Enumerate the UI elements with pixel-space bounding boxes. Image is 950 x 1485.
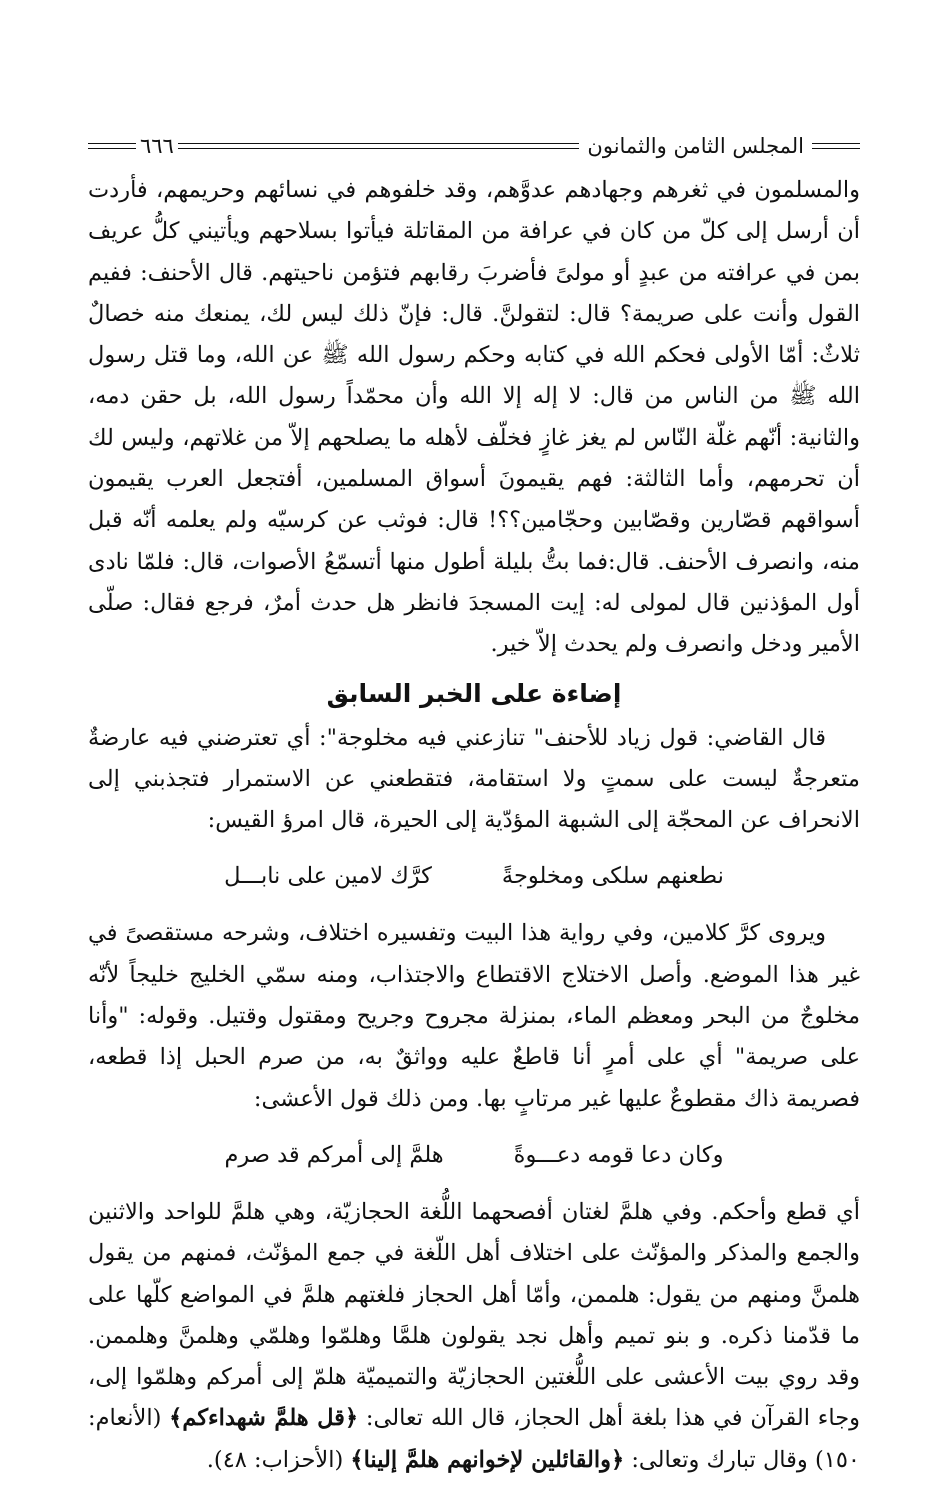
verse-2-first-hemistich: وكان دعا قومه دعـــوةً [513,1141,724,1168]
poetry-verse-al-asha [88,1134,860,1176]
header-rule-middle [178,143,580,149]
explanation-paragraph: قال القاضي: قول زياد للأحنف" تنازعني فيه مخلوجة": أي تعترضني فيه عارضةٌ متعرجةٌ ليست على سمتٍ ولا استقامة، فتقطعني عن الاستمرار فتجذبني إلى الانحراف عن المحجّة إلى الشبهة المؤدّية إلى الحيرة، قال امرؤ القيس: [88,724,860,834]
section-heading: إضاءة على الخبر السابق [326,678,622,708]
poetry-verse-imru-al-qays [88,855,860,897]
narrative-paragraph: والمسلمون في ثغرهم وجهادهم عدوَّهم، وقد خلفوهم في نسائهم وحريمهم، فأردت أن أرسل إلى كلّ من كان في عرافة من المقاتلة فيأتوا بسلاحهم ويأتيني كلُّ عريف بمن في عرافته من عبدٍ أو مولىً فأضربَ رقابهم فتؤمن ناحيتهم. قال الأحنف: ففيم القول وأنت على صريمة؟ قال: لتقولنَّ. قال: فإنّ ذلك ليس لك، يمنعك منه خصالٌ ثلاثٌ: أمّا الأولى فحكم الله في كتابه وحكم رسول الله ﷺ عن الله، وما قتل رسول الله ﷺ من الناس من قال: لا إله إلا الله وأن محمّداً رسول الله، بل حقن دمه، والثانية: أنّهم غلّة النّاس لم يغز غازٍ فخلّف لأهله ما يصلحهم إلاّ من غلاتهم، وليس لك أن تحرمهم، وأما الثالثة: فهم يقيمونَ أسواق المسلمين، أفتجعل العرب يقيمون أسواقهم قصّارين وقصّابين وحجّامين؟؟! قال: فوثب عن كرسيّه ولم يعلمه أنّه قبل منه، وانصرف الأحنف. قال:فما بتُّ بليلة أطول منها أتسمّعُ الأصوات، قال: فلمّا نادى أول المؤذنين قال لمولى له: إيت المسجدَ فانظر هل حدث أمرٌ، فرجع فقال: صلّى الأمير ودخل وانصرف ولم يحدث إلاّ خير. [88,177,860,658]
linguistic-paragraph [88,1192,860,1481]
chapter-title: المجلس الثامن والثمانون [587,134,804,158]
page-number: ٦٦٦ [140,134,174,158]
quran-quote-1: ﴿قل هلمَّ شهداءكم﴾ [169,1405,359,1432]
verse-1-first-hemistich: نطعنهم سلكى ومخلوجةً [501,863,724,890]
header-rule-left [88,143,136,149]
verse-2-second-hemistich: هلمَّ إلى أمركم قد صرم [224,1141,444,1168]
quran-reference-2: (الأحزاب: ٤٨). [206,1446,344,1473]
header-rule-right [812,143,860,149]
quran-reference-1: (الأنعام: ١٥٠) [88,1405,860,1473]
linguistic-text: أي قطع وأحكم. وفي هلمَّ لغتان أفصحهما اللُّغة الحجازيّة، وهي هلمَّ للواحد والاثنين والجمع والمذكر والمؤنّث على اختلاف أهل اللّغة في جمع المؤنّث، فمنهم من يقول هلمنَّ ومنهم من يقول: هلممن، وأمّا أهل الحجاز فلغتهم هلمَّ في المواضع كلّها على ما قدّمنا ذكره. و بنو تميم وأهل نجد يقولون هلمَّا وهلمّوا وهلمّي وهلمنَّ وهلممن. وقد روي بيت الأعشى على اللُّغتين الحجازيّة والتميميّة هلمّ إلى أمركم وهلمّوا إلى، وجاء القرآن في هذا بلغة أهل الحجاز، قال الله تعالى: [88,1198,861,1432]
verse-1-second-hemistich: كرَّك لامين على نابـــل [224,863,432,890]
connector-text: وقال تبارك وتعالى: [631,1446,808,1473]
quran-quote-2: ﴿والقائلين لإخوانهم هلمَّ إلينا﴾ [350,1446,625,1473]
running-header [88,128,860,164]
commentary-paragraph: ويروى كرَّ كلامين، وفي رواية هذا البيت وتفسيره اختلاف، وشرحه مستقصىً في غير هذا الموضع. وأصل الاختلاج الاقتطاع والاجتذاب، ومنه سمّي الخليج خليجاً لأنّه مخلوجٌ من البحر ومعظم الماء، بمنزلة مجروح وجريح ومقتول وقتيل. وقوله: "وأنا على صريمة" أي على أمرٍ أنا قاطعٌ عليه وواثقٌ به، من صرم الحبل إذا قطعه، فصريمة ذاك مقطوعٌ عليها غير مرتابٍ بها. ومن ذلك قول الأعشى: [88,920,860,1112]
